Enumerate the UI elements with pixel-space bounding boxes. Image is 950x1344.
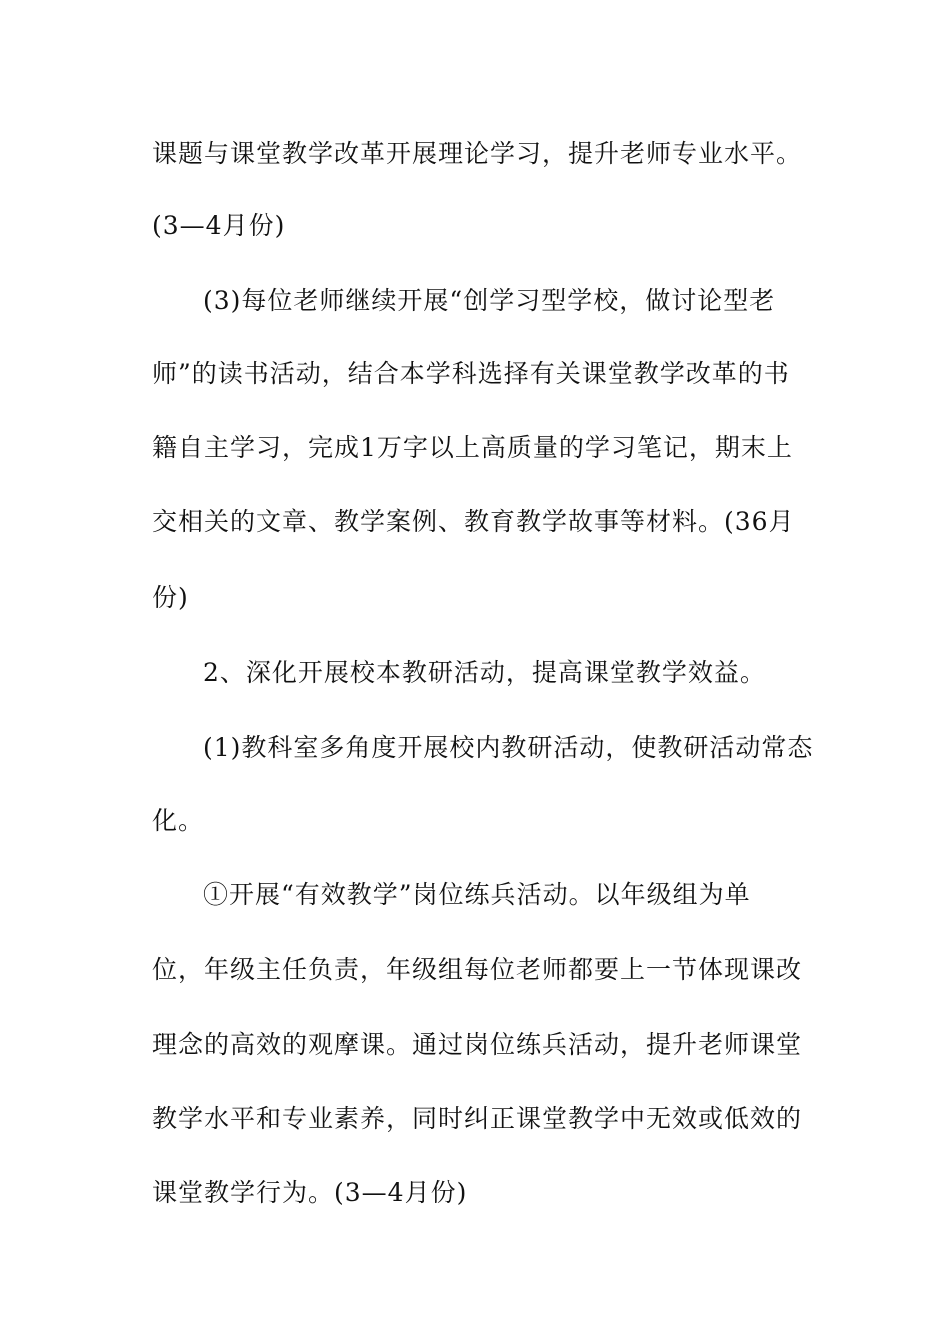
- text-line: 课题与课堂教学改革开展理论学习，提升老师专业水平。: [152, 139, 803, 168]
- text-line: 教学水平和专业素养，同时纠正课堂教学中无效或低效的: [152, 1104, 803, 1133]
- text-line: 师”的读书活动，结合本学科选择有关课堂教学改革的书: [152, 359, 790, 388]
- text-line: 理念的高效的观摩课。通过岗位练兵活动，提升老师课堂: [152, 1030, 803, 1059]
- text-line: 2、深化开展校本教研活动，提高课堂教学效益。: [203, 658, 766, 687]
- text-line: 课堂教学行为。(3—4月份): [152, 1178, 468, 1207]
- text-line: 份): [152, 583, 189, 612]
- text-line: ①开展“有效教学”岗位练兵活动。以年级组为单: [203, 880, 751, 909]
- text-line: (3)每位老师继续开展“创学习型学校，做讨论型老: [203, 286, 776, 315]
- text-line: 交相关的文章、教学案例、教育教学故事等材料。(36月: [152, 507, 795, 536]
- text-line: 位，年级主任负责，年级组每位老师都要上一节体现课改: [152, 955, 803, 984]
- text-line: (1)教科室多角度开展校内教研活动，使教研活动常态: [203, 733, 814, 762]
- text-line: 化。: [152, 806, 205, 835]
- text-line: (3—4月份): [152, 211, 286, 240]
- text-line: 籍自主学习，完成1万字以上高质量的学习笔记，期末上: [152, 433, 793, 462]
